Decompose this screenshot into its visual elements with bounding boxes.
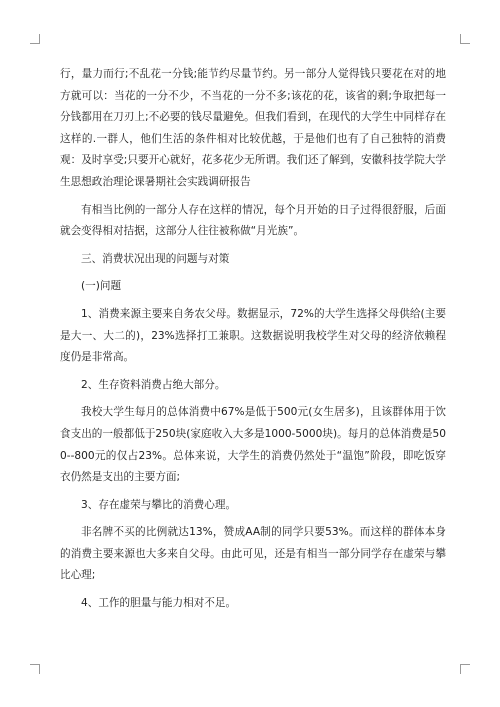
document-body xyxy=(60,64,446,621)
item-heading-subsistence: 2、生存资料消费占绝大部分。 xyxy=(81,378,226,391)
item-heading-work-ability: 4、工作的胆量与能力相对不足。 xyxy=(81,597,237,610)
paragraph-spending-views: 行，量力而行;不乱花一分钱;能节约尽量节约。另一部分人觉得钱只要花在对的地方就可以：当花的一分不少，不当花的一分不多;该花的花，该省的剩;争取把每一分钱都用在刀刃上;不必要的钱尽量避免。但我们看到，在现代的大学生中同样存在这样的.一群人，他们生活的条件相对比较优越，于是他们也有了自己独特的消费观：及时享受;只要开心就好，花多花少无所谓。我们还了解到，安徽科技学院大学生思想政治理论课暑期社会实践调研报告 xyxy=(60,68,446,188)
paragraph-monthly-spending: 我校大学生每月的总体消费中67%是低于500元(女生居多)，且该群体用于饮食支出的一般都低于250块(家庭收入大多是1000-5000块)。每月的总体消费是500--800元的仅占23%。总体来说，大学生的消费仍然处于“温饱”阶段，即吃饭穿衣仍然是支出的主要方面; xyxy=(60,406,446,484)
crop-mark-top-right xyxy=(460,34,470,44)
subsection-heading-problems: (一)问题 xyxy=(81,280,122,293)
paragraph-moonlight-clan: 有相当比例的一部分人存在这样的情况，每个月开始的日子过得很舒服，后面就会变得相对拮据，这部分人往往被称做“月光族”。 xyxy=(60,203,446,238)
crop-mark-top-left xyxy=(30,34,40,44)
section-heading-problems-countermeasures: 三、消费状况出现的问题与对策 xyxy=(81,252,230,265)
paragraph-income-source: 1、消费来源主要来自务农父母。数据显示，72%的大学生选择父母供给(主要是大一、大二的)，23%选择打工兼职。这数据说明我校学生对父母的经济依赖程度仍是非常高。 xyxy=(60,307,446,364)
paragraph-brand-ratio: 非名牌不买的比例就达13%，赞成AA制的同学只要53%。而这样的群体本身的消费主要来源也大多来自父母。由此可见，还是有相当一部分同学存在虚荣与攀比心理; xyxy=(60,526,446,582)
item-heading-vanity: 3、存在虚荣与攀比的消费心理。 xyxy=(81,498,237,511)
crop-mark-bottom-left xyxy=(30,664,40,674)
crop-mark-bottom-right xyxy=(460,664,470,674)
